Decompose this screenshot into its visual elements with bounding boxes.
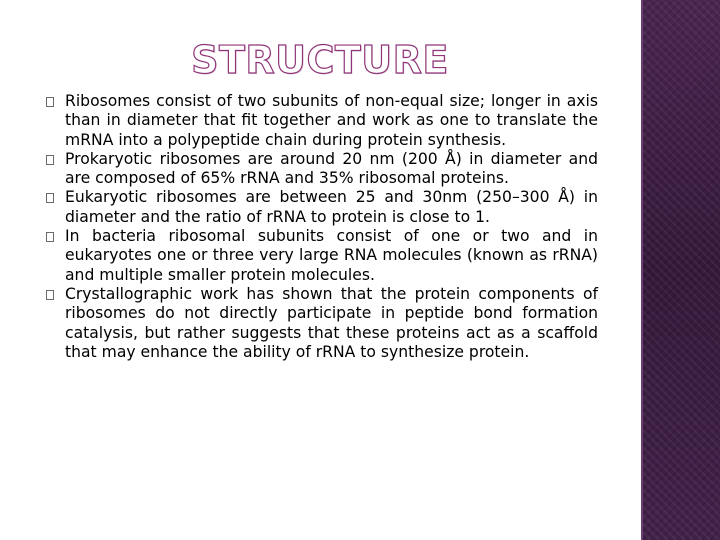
- slide-title: STRUCTURE: [191, 38, 449, 82]
- bullet-text: In bacteria ribosomal subunits consist of one or two and in eukaryotes one or three very large RNA molecules (known as rRNA) and multiple smaller protein molecules.: [65, 227, 598, 284]
- side-bar-edge: [641, 0, 643, 540]
- bullet-box-icon: [46, 193, 54, 203]
- bullet-text: Prokaryotic ribosomes are around 20 nm (200 Å) in diameter and are composed of 65% rRNA and 35% ribosomal proteins.: [65, 149, 598, 188]
- bullet-list: [46, 92, 598, 362]
- bullet-item: [46, 227, 598, 285]
- bullet-item: [46, 92, 598, 150]
- bullet-text: Ribosomes consist of two subunits of non-equal size; longer in axis than in diameter that fit together and work as one to translate the mRNA into a polypeptide chain during protein synthesis.: [65, 92, 598, 149]
- bullet-box-icon: [46, 155, 54, 165]
- bullet-item: [46, 285, 598, 362]
- bullet-text: Eukaryotic ribosomes are between 25 and 30nm (250–300 Å) in diameter and the ratio of rRNA to protein is close to 1.: [65, 188, 598, 226]
- bullet-box-icon: [46, 97, 54, 107]
- bullet-box-icon: [46, 232, 54, 242]
- bullet-item: [46, 150, 598, 189]
- decorative-side-bar: [641, 0, 720, 540]
- bullet-text: Crystallographic work has shown that the protein components of ribosomes do not directly participate in peptide bond formation catalysis, but rather suggests that these proteins act as a scaffold that may enhance the ability of rRNA to synthesize protein.: [65, 284, 598, 361]
- bullet-box-icon: [46, 290, 54, 300]
- bullet-item: [46, 188, 598, 227]
